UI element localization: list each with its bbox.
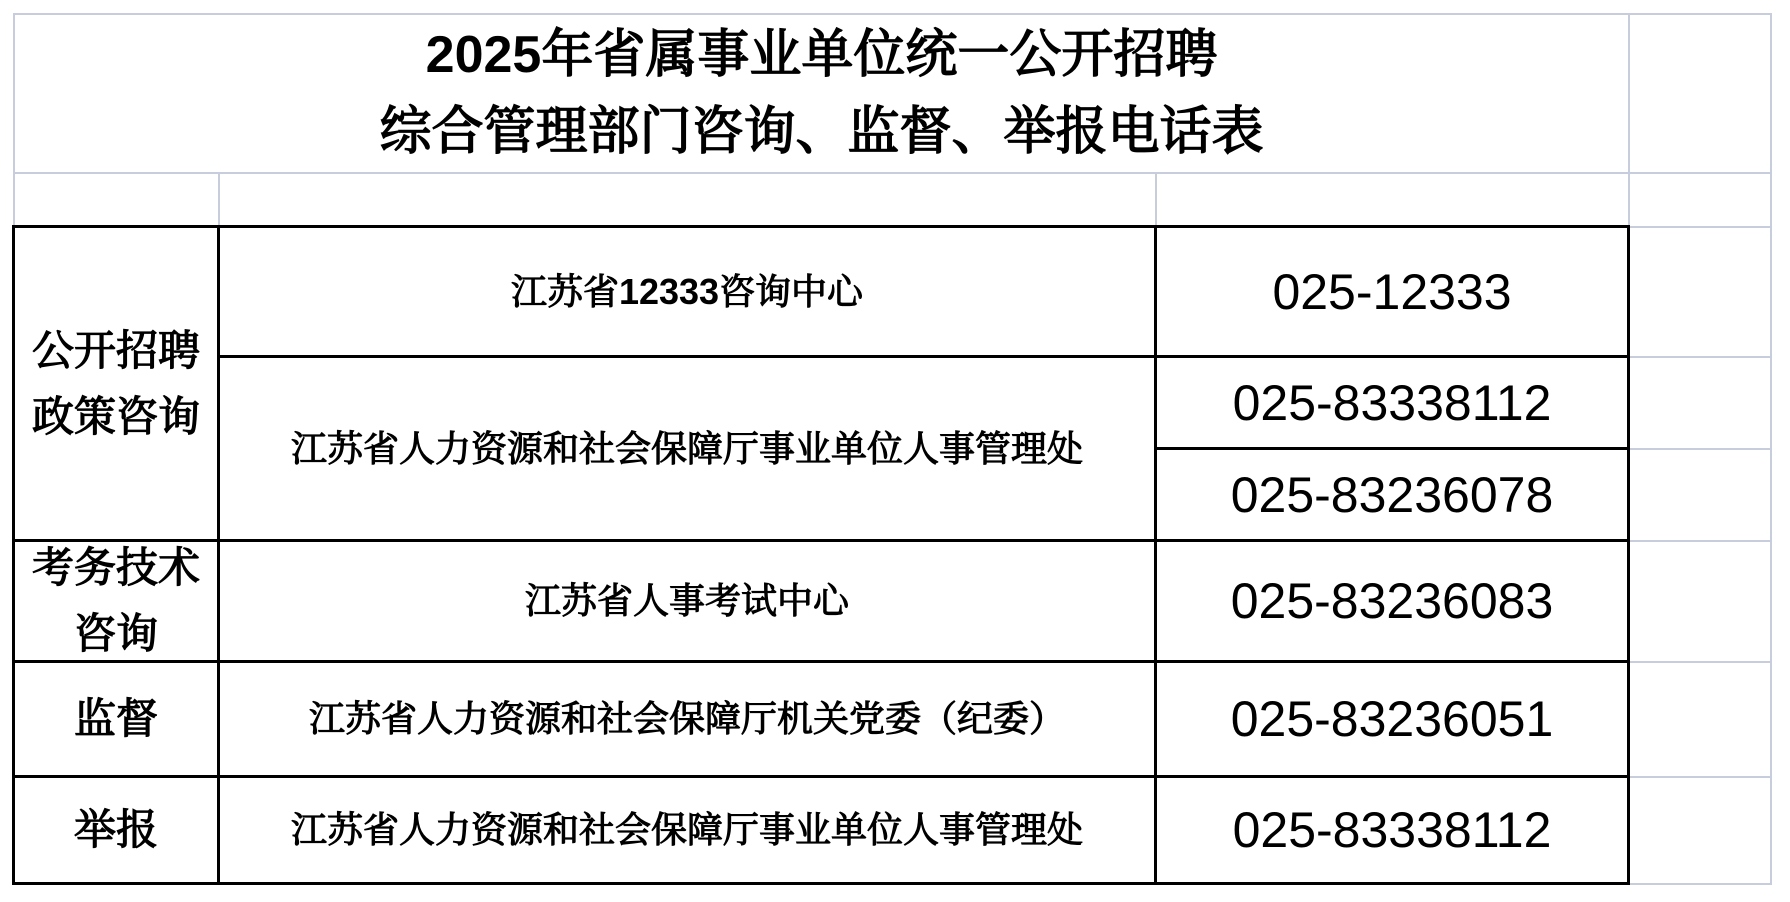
org-cell-personnel-mgmt: 江苏省人力资源和社会保障厅事业单位人事管理处 (220, 358, 1157, 542)
title-line-2: 综合管理部门咨询、监督、举报电话表 (379, 102, 1264, 161)
phone-cell: 025-83338112 (1157, 778, 1630, 885)
empty-cell (1630, 663, 1772, 778)
empty-cell (1630, 15, 1772, 174)
table-title-cell (13, 13, 1630, 174)
category-label-line: 监督 (73, 695, 158, 742)
empty-cell (1630, 228, 1772, 358)
category-label-line: 考务技术 (31, 544, 200, 591)
phone-cell: 025-83338112 (1157, 358, 1630, 450)
spacer-cell-org (220, 174, 1157, 228)
category-label-line: 政策咨询 (31, 392, 200, 440)
right-empty-column (1630, 13, 1772, 885)
category-label-line: 咨询 (73, 610, 158, 657)
empty-cell (1630, 542, 1772, 663)
org-cell-personnel-mgmt-report: 江苏省人力资源和社会保障厅事业单位人事管理处 (220, 778, 1157, 885)
category-label-line: 公开招聘 (31, 326, 200, 374)
org-cell-12333-center: 江苏省12333咨询中心 (220, 228, 1157, 358)
contact-table (12, 225, 1630, 885)
empty-cell (1630, 358, 1772, 450)
org-cell-party-committee: 江苏省人力资源和社会保障厅机关党委（纪委） (220, 663, 1157, 778)
phone-cell: 025-12333 (1157, 228, 1630, 358)
category-cell-supervision (15, 663, 220, 778)
spacer-cell-category (15, 174, 220, 228)
category-cell-exam-tech (15, 542, 220, 663)
phone-cell: 025-83236051 (1157, 663, 1630, 778)
empty-cell (1630, 778, 1772, 885)
spacer-cell-phone (1157, 174, 1630, 228)
phone-cell: 025-83236078 (1157, 450, 1630, 542)
category-cell-recruit-policy (15, 228, 220, 542)
title-line-1: 2025年省属事业单位统一公开招聘 (425, 25, 1218, 84)
spacer-row (13, 174, 1630, 228)
phone-cell: 025-83236083 (1157, 542, 1630, 663)
category-label-line: 举报 (73, 806, 158, 853)
empty-cell (1630, 174, 1772, 228)
empty-cell (1630, 450, 1772, 542)
category-cell-report (15, 778, 220, 885)
org-cell-exam-center: 江苏省人事考试中心 (220, 542, 1157, 663)
